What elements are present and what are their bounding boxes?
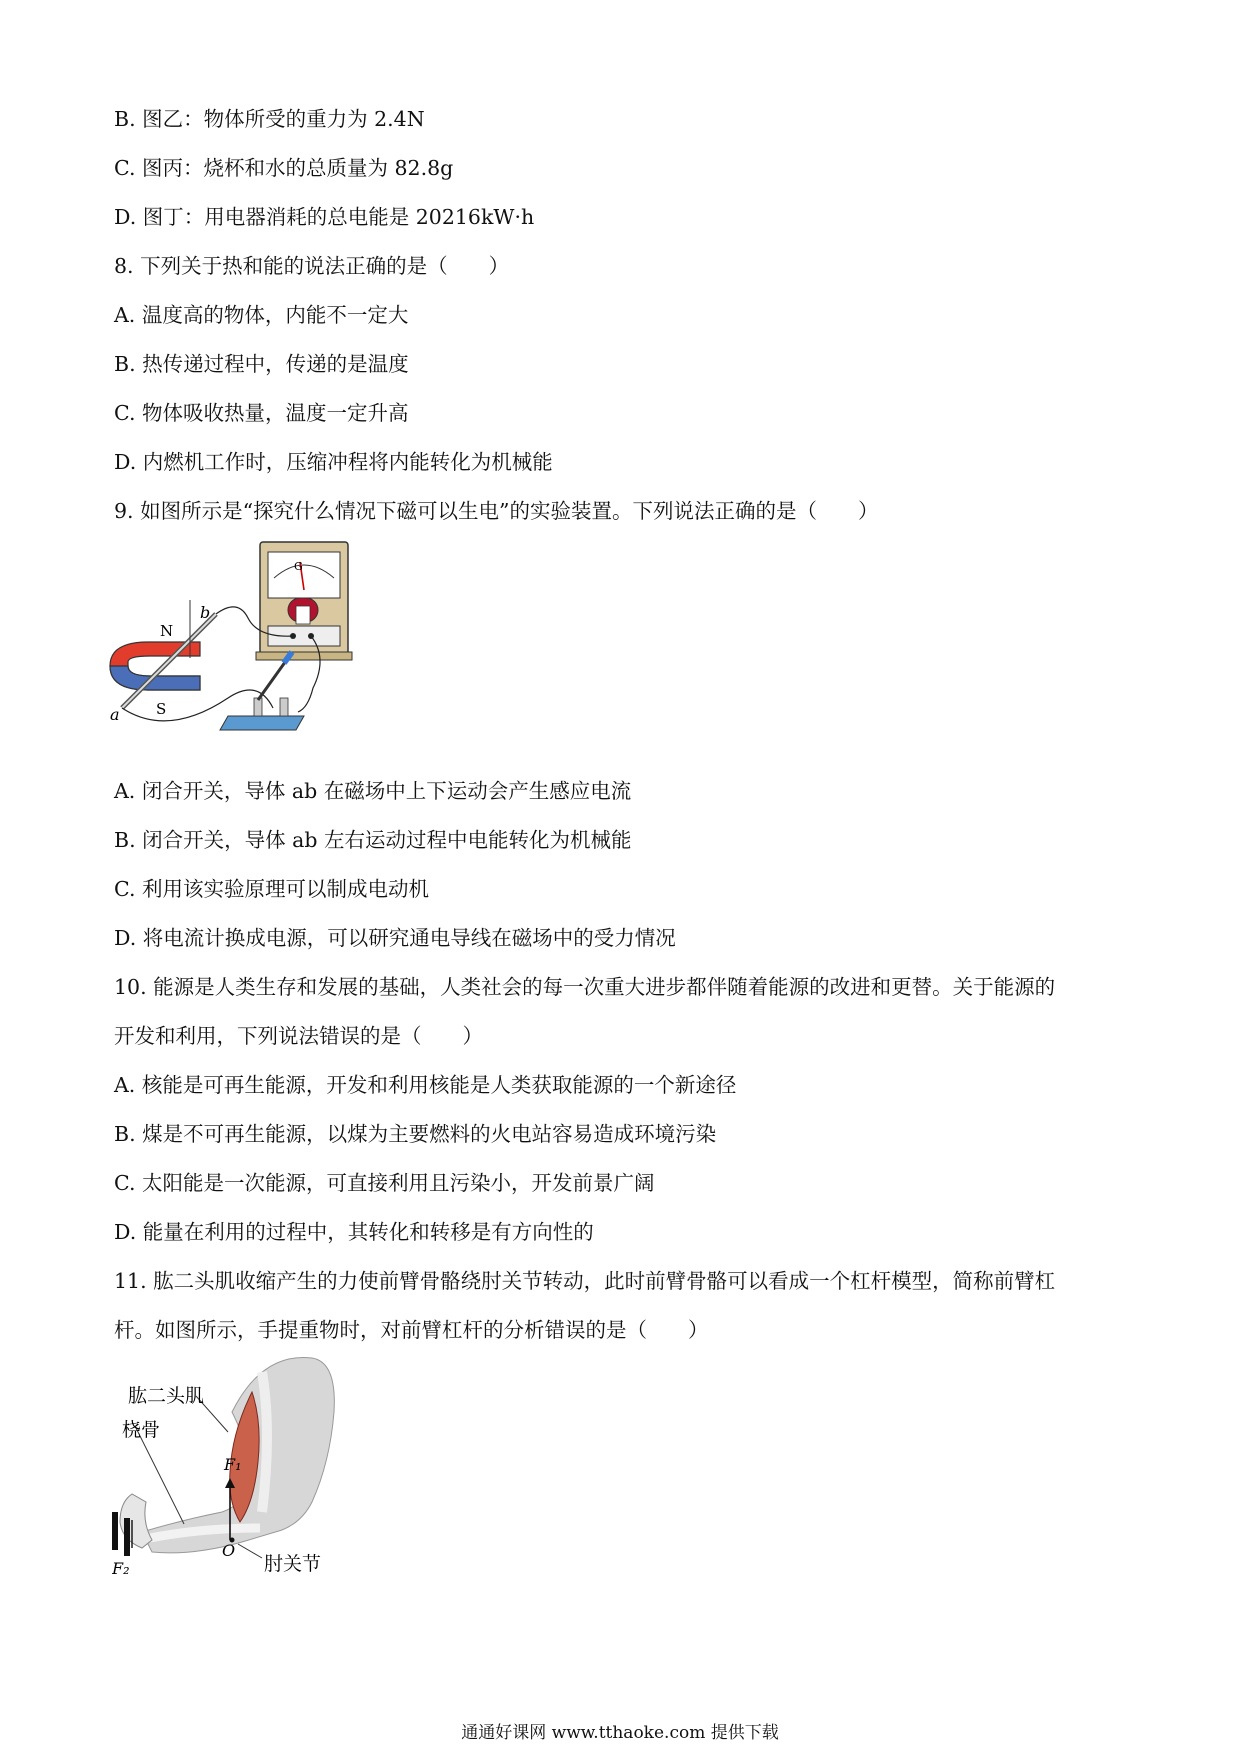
magnet-north-label: N <box>160 622 174 640</box>
magnet-south-label: S <box>156 700 167 718</box>
q8-option-d: D. 内燃机工作时，压缩冲程将内能转化为机械能 <box>114 450 553 474</box>
radius-label: 桡骨 <box>122 1419 161 1441</box>
q7-option-b: B. 图乙：物体所受的重力为 2.4N <box>114 107 425 131</box>
q9-option-c: C. 利用该实验原理可以制成电动机 <box>114 877 429 901</box>
q9-option-a: A. 闭合开关，导体 ab 在磁场中上下运动会产生感应电流 <box>114 779 632 803</box>
weight-right <box>124 1518 130 1556</box>
q7-option-c: C. 图丙：烧杯和水的总质量为 82.8g <box>114 156 454 180</box>
q10-option-d: D. 能量在利用的过程中，其转化和转移是有方向性的 <box>114 1220 594 1244</box>
q11-stem-line-1: 11. 肱二头肌收缩产生的力使前臂骨骼绕肘关节转动，此时前臂骨骼可以看成一个杠杆模型，简称前臂杠 <box>114 1269 1056 1293</box>
force-f1-label: F₁ <box>224 1455 242 1474</box>
biceps-label: 肱二头肌 <box>128 1385 205 1407</box>
galvanometer <box>256 542 352 660</box>
q10-stem-line-2: 开发和利用，下列说法错误的是（ ） <box>114 1024 483 1048</box>
q8-option-c: C. 物体吸收热量，温度一定升高 <box>114 401 409 425</box>
q7-option-d: D. 图丁：用电器消耗的总电能是 20216kW·h <box>114 205 535 229</box>
q10-option-b: B. 煤是不可再生能源，以煤为主要燃料的火电站容易造成环境污染 <box>114 1122 717 1146</box>
q10-stem-line-1: 10. 能源是人类生存和发展的基础，人类社会的每一次重大进步都伴随着能源的改进和更替。关于能源的 <box>114 975 1056 999</box>
weight-left <box>112 1512 118 1550</box>
q9-induction-apparatus-figure <box>108 538 358 758</box>
pivot-o-label: O <box>222 1541 236 1560</box>
page-footer: 通通好课网 www.tthaoke.com 提供下载 <box>461 1723 779 1743</box>
knife-switch <box>220 652 304 730</box>
q9-option-d: D. 将电流计换成电源，可以研究通电导线在磁场中的受力情况 <box>114 926 676 950</box>
elbow-leader-line <box>238 1544 262 1558</box>
q9-option-b: B. 闭合开关，导体 ab 左右运动过程中电能转化为机械能 <box>114 828 632 852</box>
conductor-end-b-label: b <box>200 603 211 622</box>
q10-option-a: A. 核能是可再生能源，开发和利用核能是人类获取能源的一个新途径 <box>114 1073 737 1097</box>
humerus-bone <box>262 1372 267 1512</box>
force-f2-label: F₂ <box>112 1559 130 1578</box>
conductor-end-a-label: a <box>110 705 120 724</box>
elbow-joint-label: 肘关节 <box>264 1553 322 1575</box>
q10-option-c: C. 太阳能是一次能源，可直接利用且污染小，开发前景广阔 <box>114 1171 655 1195</box>
q8-stem: 8. 下列关于热和能的说法正确的是（ ） <box>114 254 510 278</box>
q9-stem: 9. 如图所示是“探究什么情况下磁可以生电”的实验装置。下列说法正确的是（ ） <box>114 499 879 523</box>
q11-forearm-lever-figure <box>112 1352 372 1582</box>
q11-stem-line-2: 杆。如图所示，手提重物时，对前臂杠杆的分析错误的是（ ） <box>114 1318 709 1342</box>
q8-option-b: B. 热传递过程中，传递的是温度 <box>114 352 409 376</box>
galvanometer-label: G <box>294 560 303 573</box>
q8-option-a: A. 温度高的物体，内能不一定大 <box>114 303 409 327</box>
